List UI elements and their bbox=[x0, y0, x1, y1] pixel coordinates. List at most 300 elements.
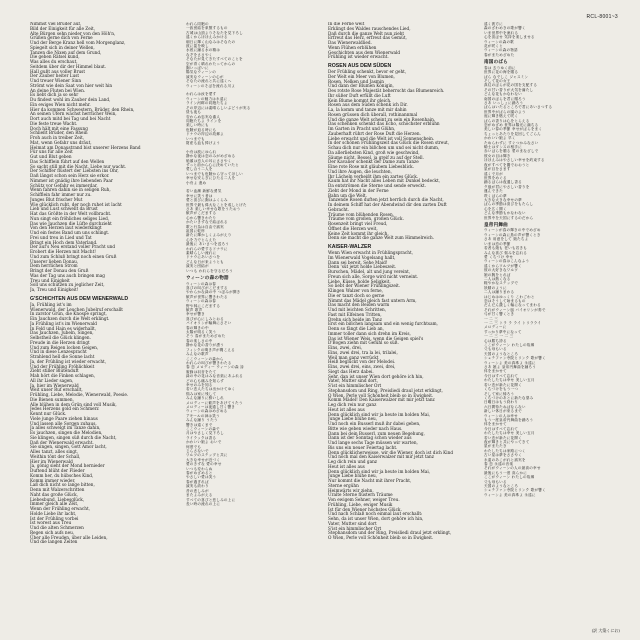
lyric-line: Von ewigem Sehner, weiger Treu. bbox=[328, 497, 400, 502]
lyric-line: Liebe, Küsse, holde Seligkeit, bbox=[328, 278, 391, 284]
lyric-line: Strömt wie dein Saat von hier weit hin bbox=[30, 82, 113, 88]
lyric-line: どの心も痛みを知らず bbox=[186, 378, 224, 383]
lyric-line: 静かな花の香りが漂う bbox=[186, 343, 224, 348]
lyric-line: 春の楽しさの中 bbox=[186, 338, 213, 343]
lyric-line: 歓声がこだまする bbox=[186, 211, 217, 216]
lyric-line: 騎士はダンスの相手に bbox=[484, 145, 522, 150]
lyric-line: その岸辺には素晴らしいぶどうが実る bbox=[186, 105, 251, 110]
lyric-line: Mat, wenn Gefahr uns dräut, bbox=[30, 139, 92, 145]
lyric-line: 最後に あいさつを送ろう bbox=[186, 242, 230, 247]
lyric-line: Frühling, Liebe, Melodie, Wienerwald, Poesie. bbox=[30, 392, 129, 397]
lyric-line: Nimmst viel Brüder auf, bbox=[30, 22, 82, 26]
lyric-line: 古い星は夢をささやく bbox=[484, 453, 522, 458]
lyric-line: わたしたちは幸せ 美しい五月 bbox=[484, 431, 535, 436]
translation-block-roses bbox=[484, 66, 620, 220]
lyric-line: みんな踊りに酔いしれ bbox=[186, 396, 224, 401]
lyric-line: Nimmer ist gnädig ihre liebenden Paar bbox=[30, 177, 113, 183]
lyric-line: 星が目をさます bbox=[484, 167, 511, 172]
lyric-line: 水底に踊る水の精は bbox=[186, 48, 221, 53]
lyric-line: いつも変わらぬ bbox=[186, 466, 213, 471]
lyric-line: Eins, zwei drei, tra la lei, trilalei, bbox=[328, 349, 398, 355]
lyric-line: Und noch ein Busserl muß ihr dabei geben, bbox=[328, 421, 421, 426]
section-heading: G'SCHICHTEN AUS DEM WIENERWALD bbox=[30, 295, 129, 302]
lyric-line: そなたの流れと共に遠くへ bbox=[186, 79, 232, 84]
lyric-line: 父も母もいる bbox=[484, 347, 507, 352]
lyric-line: 緑の中の花はみな音楽にあふれる bbox=[186, 374, 243, 379]
lyric-line: So liebt der Wiener Frühlingszeit. bbox=[328, 283, 401, 289]
lyric-line: 美しい春の季節 幸せがばらをまく bbox=[484, 127, 543, 132]
lyric-line: Kaum hat ihr Nacht alles Leben mit Dunkel bedeckt, bbox=[328, 178, 440, 184]
lyric-line: 素晴らしい流れに bbox=[186, 251, 217, 256]
lyric-line: 星がまたたき bbox=[484, 444, 507, 449]
lyric-line: Und der Frühling Fröhlichkeit bbox=[30, 363, 95, 369]
lyric-line: 幸せが響き bbox=[186, 312, 205, 317]
lyric-line: ウィーンの森は春 bbox=[186, 281, 217, 286]
section-heading: 南国のばら bbox=[484, 59, 508, 65]
lyric-line: Nimmt das Mädel gleich fast untern Arm, bbox=[328, 297, 417, 303]
lyric-line: O Wien, Perle voll Schönheit bleib so in Ewigkeit. bbox=[328, 392, 434, 398]
lyric-line: 世界中を天国にするのだから bbox=[484, 215, 534, 220]
lyric-line: 恋はそうして始まるもの bbox=[484, 298, 526, 303]
lyric-line: 空が青く晴れわたってからの bbox=[186, 61, 236, 66]
lyric-line: さあ 娘よ 皇帝円舞曲を踊ろう bbox=[484, 365, 537, 370]
lyric-line: 船頭は恋人の耳にささやく bbox=[186, 158, 232, 163]
lyric-line: どんな日が来ようとも bbox=[186, 259, 224, 264]
lyric-line: Was der Tag uns auch bringen mag bbox=[30, 272, 105, 278]
lyric-line: みんな踊り うたう bbox=[186, 418, 218, 423]
lyric-line: Säume nicht, Bessel, ja greif zu auf der Stell. bbox=[328, 154, 424, 160]
lyric-line: Ja, Frühling ist's im bbox=[30, 301, 72, 307]
lyric-line: 古城は山頂よりそなたを見下ろし bbox=[186, 30, 243, 35]
lyric-line: Kennt nur Glück. bbox=[30, 411, 67, 416]
lyric-line: ウィーンの春はこんなふう bbox=[484, 259, 530, 264]
lyric-line: Immer toller dann sich drehn im Kreis, bbox=[328, 330, 411, 336]
lyric-line: Das ist Wiener Weis, wenn die Geigen spiel's bbox=[328, 335, 424, 341]
section-heading: KAISER-WALZER bbox=[328, 244, 372, 250]
lyric-line: Alte Bürgen sehn nieder von den Höh'n, bbox=[30, 30, 116, 36]
lyric-line: Komm immer wieder, bbox=[30, 477, 76, 483]
lyric-line: Träume vom blühenden Rosen, bbox=[328, 211, 395, 217]
lyric-line: Drehn sich beide im Tanz bbox=[328, 316, 382, 322]
lyric-line: Und die alten Schmerzen bbox=[30, 525, 84, 530]
translation-block-vienna-woods-end bbox=[484, 22, 620, 57]
lyric-line: Froh auch in treiber Zeit, bbox=[30, 135, 85, 140]
lyric-line: Im Garten in Pracht und Glühn, bbox=[328, 126, 396, 131]
lyric-line: Und treuer Wiener Sinn bbox=[30, 78, 82, 83]
lyric-line: Ja, hier im Wienerwald bbox=[30, 382, 79, 388]
lyric-line: ウィーンの森の物語 bbox=[484, 48, 518, 53]
lyric-line: Ist der Frühling vorbei bbox=[30, 515, 79, 521]
lyric-line: 野や林にこだまする bbox=[186, 303, 221, 308]
lyric-line: 日曜日はもう終わり bbox=[484, 400, 519, 405]
lyric-line: 踊るばらは夜通し香る bbox=[484, 180, 522, 185]
lyric-line: Und dann der Blumen Königin, bbox=[328, 83, 394, 89]
lyric-line: Dann ist der Sonntag schon wieder aus bbox=[328, 435, 412, 441]
lyric-line: 静かな夜は恋のみがめざめる bbox=[186, 154, 236, 159]
lyric-line: 誠実も終わり bbox=[186, 484, 209, 489]
lyric-line: 恋がめざめ 世界は陽光に満ちる bbox=[484, 123, 539, 128]
lyric-line: 夜が輝きと共にやってきて bbox=[484, 439, 530, 444]
lyric-line: 妖精のように bbox=[484, 285, 507, 290]
lyric-line: メロディーに歓声をあげてうたう bbox=[186, 400, 243, 405]
lyric-line: Erklingt des Waldes rauschendes Lied, bbox=[328, 25, 411, 31]
lyric-line: 波に姿を映し bbox=[186, 44, 209, 49]
lyric-line: Siegt das Herz dabei. bbox=[328, 368, 374, 374]
lyric-line: 歓声 歌声 bbox=[186, 308, 203, 313]
lyric-line: Sehr, dan ist unser Wien dort gehöre ich hin, bbox=[328, 373, 424, 379]
lyric-line: われらの愛するドナウに bbox=[186, 246, 228, 251]
lyric-line: Soll uns schützen zu jeglicher Zeit, bbox=[30, 282, 105, 288]
lyric-line: 大きな大きな幸せの夢 bbox=[484, 197, 522, 202]
lyric-line: Schau dich nur ein bißchen um und sei nicht dumm, bbox=[328, 145, 440, 150]
lyric-line: D'Bogen ziehn mit Gefühl so süß. bbox=[328, 340, 399, 346]
lyric-line: ばらの香りは心をとらえる bbox=[484, 118, 530, 123]
lyric-line: Und noch mal den Kaiserwalzer mit mir jetzt tanz bbox=[328, 454, 434, 460]
lyric-line: なぞをささやく bbox=[186, 52, 213, 57]
lyric-line: 春がまためざめた bbox=[484, 52, 515, 57]
lyric-line: Bis uns ein neuer Feiertag lacht. bbox=[328, 444, 398, 450]
lyric-line: Treu und Einigkeit bbox=[30, 277, 70, 283]
lyric-line: Klingen Walzer von ferne, bbox=[328, 288, 383, 293]
lyric-line: ウィーンの人は幸せ bbox=[484, 413, 518, 418]
lyric-line: Träume vom großen, großen Glück. bbox=[328, 216, 404, 222]
lyric-line: 同胞たちよ ラインを bbox=[186, 118, 222, 123]
lyric-line: Selbstheil die Glück klingen. bbox=[30, 335, 91, 340]
lyrics-block-roses bbox=[328, 70, 476, 241]
lyric-line: 彼の大好きなワルツ bbox=[484, 268, 519, 273]
lyric-line: Bringt ein Hoch dem Vaterland. bbox=[30, 239, 98, 245]
lyric-line: 南国のばらを君に贈ろう bbox=[484, 96, 526, 101]
lyric-line: 歌と行為は自由で誠実 bbox=[186, 224, 224, 229]
lyric-line: Eins, zwei drei, eins, zwei, drei, bbox=[328, 364, 396, 369]
lyric-line: Hier im Wienerwald bbox=[30, 458, 73, 464]
lyric-line: 弓が甘く響くとき bbox=[484, 312, 515, 317]
section-heading: ROSEN AUS DEM SÜDEN bbox=[328, 63, 392, 69]
lyric-line: Freun sich alle, Sorge wird nicht verneint. bbox=[328, 273, 419, 279]
lyric-line: ドナウにあいさつを bbox=[186, 255, 221, 260]
lyric-line: Im Wienerwald Vogelsang hallt, bbox=[328, 254, 396, 260]
lyric-line: 危険が迫る時にも bbox=[186, 127, 217, 132]
lyric-line: Bringt der Donau den Gruß bbox=[30, 268, 89, 273]
lyric-line: 父も母もいる bbox=[484, 479, 507, 484]
lyric-line: Junge Liebe blühe neu, bbox=[328, 416, 378, 422]
lyric-line: バイオリンが輪舞にさそい bbox=[186, 321, 232, 326]
lyric-line: Öffnet die Herzen weit, bbox=[328, 225, 378, 231]
lyric-line: Schifflein fahr immer nur zu. bbox=[30, 192, 92, 197]
lyric-line: Junge Liebe blühe neu, bbox=[328, 473, 378, 479]
lyric-line: Das schenken schenkt das Echo, schöchster erblühn bbox=[328, 121, 440, 127]
lyric-line: 春 恋 永遠の音楽 bbox=[484, 462, 514, 466]
lyrics-column-german-1 bbox=[30, 22, 182, 634]
translator-credit: (訳 大築くにお) bbox=[591, 628, 620, 633]
lyric-line: 若い恋が新たに花開く bbox=[484, 435, 522, 440]
section-heading: ウィーンの森の物語 bbox=[186, 275, 229, 281]
lyric-line: Zieht stiller Blütenduft bbox=[30, 368, 79, 374]
lyric-line: 心を力でとらえた bbox=[186, 237, 217, 242]
lyric-line: Naht das große Glück, bbox=[30, 491, 78, 497]
lyric-line: In zarstor Grün, die Knospe springt, bbox=[30, 311, 107, 317]
lyric-line: Freude in die Herzen dringt bbox=[30, 339, 90, 345]
lyric-line: In der schönen Frühlingszeit das Glück die Rosen streut, bbox=[328, 140, 450, 146]
lyric-line: はじめはゆっくり こわごわと bbox=[484, 294, 535, 299]
lyric-line: 二人は踊りまわる bbox=[484, 290, 515, 295]
lyric-line: ウィーンの森は春 bbox=[186, 299, 217, 304]
lyric-line: じらさないで bbox=[186, 449, 209, 454]
lyric-line: Ja, gönig sieht der Mond hernieder bbox=[30, 463, 105, 469]
lyrics-column-japanese-2 bbox=[484, 22, 620, 628]
lyric-line: 小舟よ 進め bbox=[186, 180, 207, 185]
lyric-line: 赤いばらを贈る 愛のまなざしで bbox=[484, 149, 539, 154]
lyric-line: Eine rote Rose mit gläubem Liebesblick. bbox=[328, 164, 415, 169]
lyric-line: すっかり夢中になって bbox=[484, 329, 522, 334]
lyric-line: 森のざわめきの歌が響く bbox=[484, 26, 526, 31]
lyric-line: Rosen, Nelken und Jasmin bbox=[328, 78, 384, 84]
lyric-line: 愛し合う二人を bbox=[186, 167, 213, 172]
lyric-line: Liebe erwacht und die Welt ist voll Sonnenschein. bbox=[328, 135, 435, 141]
lyric-line: In die Ferne weit bbox=[328, 22, 365, 26]
lyric-line: Rosen grüssen dich überall, rothinannmal bbox=[328, 111, 418, 117]
lyric-line: わたしたちは家路につく bbox=[484, 448, 526, 453]
lyric-line: Das Schifflein führt auf den Wellen bbox=[30, 158, 105, 164]
lyric-line: それがウィーン風 バイオリンが奏で bbox=[484, 307, 546, 312]
lyric-line: アモールの神は笑う bbox=[186, 413, 220, 418]
lyric-line: みんなの歌声 bbox=[186, 352, 209, 357]
lyric-line: ちょっとあたりを見回してごらん bbox=[484, 131, 541, 136]
lyric-line: Das wie Jauchzen die Lüfte durchzieht bbox=[30, 220, 112, 226]
lyric-line: 喜びの叫びがこだまする bbox=[186, 286, 228, 291]
lyric-line: Leg dich rein und ganz bbox=[328, 459, 377, 464]
lyric-line: Tanzende Rosen duften jetzt herrlich durch die Nacht, bbox=[328, 197, 444, 203]
lyric-line: Und die langen Zeiten bbox=[30, 539, 78, 545]
lyric-line: われらの叫びが響きわたる bbox=[186, 360, 232, 365]
lyric-line: Spiegelt sich in deiner Wellen, bbox=[30, 44, 95, 50]
lyric-line: Bitte wie geben wieder nach Haus. bbox=[328, 425, 403, 431]
lyric-line: 遠くからワルツが響く bbox=[484, 263, 522, 268]
lyric-line: Heut ist alles aus bbox=[328, 406, 365, 412]
lyric-line: そして花の女王 bbox=[484, 78, 511, 83]
lyric-line: ここウィーンの森で bbox=[186, 427, 220, 432]
lyric-line: 昔の悲しみが bbox=[186, 488, 209, 493]
lyric-line: An deine Fluten bei Wien. bbox=[30, 87, 86, 93]
lyric-line: Grüßen gerne dich von Ferne bbox=[30, 35, 93, 41]
lyric-line: 咲くばらの夢 bbox=[484, 193, 507, 198]
lyric-line: Und die ganze Welt scheint zu sein ein Rosenhain. bbox=[328, 116, 436, 122]
lyric-line: ウィーンの森はめざめる bbox=[186, 409, 228, 414]
lyric-line: Hall gußt aus voller Brust bbox=[30, 68, 86, 74]
lyric-line: さあ 楽しい幸せな歌をうたおう bbox=[186, 207, 241, 212]
lyric-line: 財産も血も捧げよう bbox=[186, 140, 221, 145]
lyric-line: ここがウィーン わたしの故郷 bbox=[484, 475, 535, 480]
lyric-line: Holde Liebe ihr lacht, bbox=[30, 510, 77, 516]
lyric-line: 心から響きわたり bbox=[186, 215, 217, 220]
lyric-line: Ist worest aus Treu bbox=[30, 520, 72, 526]
lyric-line: Denn sie macht die ganze Welt zum Himmelreich. bbox=[328, 235, 435, 241]
lyric-line: 心を広く開く bbox=[484, 206, 507, 211]
lyric-line: 天国のようなところ bbox=[484, 351, 519, 356]
lyric-line: 夜がすべてを闇でおおうと bbox=[484, 162, 530, 167]
lyric-line: ウィーンが春の輝きの中でめざめ bbox=[484, 228, 541, 233]
lyric-line: Der Welt ein Meer von Blumen, bbox=[328, 73, 395, 79]
lyric-line: Jedes Herzens gold ein Schmerz bbox=[30, 406, 99, 412]
lyric-line: Und nach Schlaß noch einmal laut erschallt: bbox=[328, 511, 423, 517]
lyric-line: 永遠のあこがれと誠実を bbox=[484, 457, 526, 462]
lyric-line: Das Wienerwaldlied. bbox=[328, 40, 372, 45]
lyric-line: Denn glücklich sind wir ja heute im holden Mai, bbox=[328, 468, 430, 474]
lyric-line: Burschen, Mädel, alt und jung vereint, bbox=[328, 269, 411, 274]
lyric-line: 春が過ぎれば bbox=[186, 479, 209, 484]
lyric-line: La, la komm und tanze mit mir dahin bbox=[328, 107, 407, 112]
lyric-line: ほほえみはやさしい幸せを約束する bbox=[484, 158, 545, 163]
lyric-line: 変わらぬ忠実な番人 bbox=[186, 114, 221, 119]
lyric-line: 春 恋 メロディー ウィーンの森 詩 bbox=[186, 365, 244, 370]
lyric-line: O Wien, Perle voll Schönheit bleib so in Ewigkeit. bbox=[328, 535, 434, 540]
lyric-line: 小舟は波にゆられ bbox=[186, 149, 217, 154]
lyric-line: 悩みは家に残して bbox=[186, 391, 217, 396]
lyric-line: Der auf's Neu erstand voller Pracht und bbox=[30, 244, 116, 250]
lyric-line: Zauberhaft rührt der Rose Duft die Herzen. bbox=[328, 130, 421, 136]
lyric-line: 若い恋が新たに花開く bbox=[484, 382, 522, 387]
lyric-line: 何度でも bbox=[186, 444, 202, 449]
lyric-line: ライン河畔の同胞たちよ bbox=[186, 101, 228, 106]
catalog-number: RCL-8001~3 bbox=[586, 14, 618, 20]
lyric-line: 長い時の流れの上に bbox=[186, 501, 221, 506]
lyrics-block-vienna-woods-end bbox=[328, 22, 476, 60]
lyric-line: Seitdem über dir der Himmel blaut. bbox=[30, 63, 107, 69]
lyric-line: 蜜蜂は羽音をたて bbox=[186, 369, 217, 374]
lyric-line: Wenn fahren dahin sie in seligen Ruh, bbox=[30, 187, 111, 193]
lyric-line: Wie glücklich ruht, der noch ruhet ist lacht bbox=[30, 201, 122, 207]
lyric-line: 花が咲くと bbox=[484, 44, 503, 49]
lyric-line: くちづけのあとに新たな望み bbox=[484, 395, 534, 400]
lyric-line: Rosen aus dem Süden schenk ich Dir. bbox=[328, 102, 408, 108]
lyric-line: 今日はすべて忘れて bbox=[484, 373, 519, 378]
lyric-line: Uralte Sterne flüstern Träume bbox=[328, 492, 393, 498]
lyric-line: Dort auch mitd bei Tag und bei Nacht bbox=[30, 116, 111, 121]
lyric-line: Die geben Rätsel kund, bbox=[30, 54, 80, 60]
lyric-line: Ja alles schwelgt im Tanze dahin, bbox=[30, 425, 101, 431]
lyric-line: Vater, Mutter sind dort, bbox=[328, 378, 379, 384]
lyric-line: Sie klingen, singen süß durch die Nacht, bbox=[30, 434, 117, 440]
lyric-line: Erobert die Herzen mit Macht! bbox=[30, 249, 96, 254]
lyric-line: Es jauchzen, singen die Melodien, bbox=[30, 430, 103, 435]
lyric-line: Dann sei bereit, Sehe Maid! bbox=[328, 259, 388, 265]
lyric-line: Ihr süßer Duft erfüllt die Luft bbox=[328, 92, 391, 98]
lyric-line: ライラックは香る bbox=[186, 435, 217, 440]
lyric-line: Komm Mädel! Den Kaiserwalzer mit mir jetzt tanz bbox=[328, 397, 435, 403]
lyric-line: Ja, Treu und Einigkeit! bbox=[30, 287, 79, 292]
lyric-line: Ein ewiges Wien nicht mehr. bbox=[30, 101, 91, 107]
lyric-line: Der Schiffer flüstert der Liebsten ins Ohr, bbox=[30, 168, 119, 174]
lyric-line: Was alles du erschaut, bbox=[30, 59, 78, 64]
lyric-line: In Feld und Hain es widerhallt, bbox=[30, 325, 97, 331]
lyric-line: Bahn um die Welt. bbox=[328, 192, 367, 198]
lyric-line: ばらの季節は喜びをもたらし bbox=[484, 202, 534, 207]
lyric-line: 愛 くちづけ 幸せ bbox=[484, 254, 514, 259]
lyric-line: だんだん激しく輪になってまわる bbox=[484, 303, 541, 308]
lyric-line: 心を喜ばせ 気持を楽しませる bbox=[484, 35, 535, 40]
lyric-line: 若者も娘も 老いも若きも bbox=[484, 246, 528, 251]
lyric-line: Sterne ergühn bbox=[328, 482, 359, 488]
lyric-line: ここウィーンの森から bbox=[186, 356, 224, 361]
lyric-line: 春がめざめると bbox=[186, 471, 213, 476]
lyric-line: Viele junge Paare ziehen hinaus bbox=[30, 415, 98, 421]
lyric-line: ワルツのステップと共に bbox=[186, 453, 228, 458]
lyric-line: Weil man ganz verrückt bbox=[328, 354, 379, 360]
lyric-line: Wenn Wien erwacht in Frühlingspracht, bbox=[328, 250, 413, 255]
lyric-line: 今日はすべて忘れて bbox=[484, 426, 519, 431]
lyric-line: 喜びが心にしみとおる bbox=[186, 316, 224, 321]
lyric-line: S'ist ein himmlischer Ort bbox=[328, 525, 382, 531]
lyric-line: Eins, zwei, drei, bbox=[328, 345, 363, 350]
lyric-line: ばら なでしこ ジャスミン bbox=[484, 74, 529, 79]
lyric-line: われら同胞の bbox=[186, 22, 209, 26]
lyric-line: 軽やかなステップで bbox=[484, 281, 519, 286]
lyric-line: みんな喜び 悩みを忘れる bbox=[484, 250, 528, 255]
lyric-line: Die feste treue Wacht. bbox=[30, 120, 78, 126]
lyric-line: Alle blühen in dem Grün sind voll Musik, bbox=[30, 401, 117, 407]
lyric-line: Nur kommt die Nacht mit ihrer Pracht, bbox=[328, 478, 412, 483]
lyric-line: Tanzen die Nixen auf dem Grund, bbox=[30, 49, 102, 55]
lyric-line: かわいい娘よ おいで bbox=[186, 440, 222, 445]
lyric-line: やさしい愛は笑う bbox=[186, 475, 217, 480]
lyric-line: Regen sich aufs neu, bbox=[30, 529, 75, 535]
lyric-line: Geschichten aus dem Wienerwald bbox=[328, 49, 401, 55]
lyric-line: 遠くで月が bbox=[484, 171, 503, 176]
lyric-line: 一 二 三 トラ ラ ライ トリラライ bbox=[484, 321, 542, 325]
lyric-line: 真紅のばらが花の国を支配する bbox=[484, 83, 538, 88]
lyric-line: Weit unser Ruf erschallt, bbox=[30, 387, 83, 393]
lyric-line: Frühling, Liebe, ewiger Musik bbox=[328, 501, 393, 507]
lyric-line: メロディーに bbox=[484, 325, 507, 330]
lyric-line: ウィーンのそばを流れる川よ bbox=[186, 83, 236, 88]
lyric-line: Und der Berge Kranz hell vom Morgenglanz, bbox=[30, 40, 126, 45]
lyrics-block-emperor-waltz bbox=[328, 251, 476, 541]
lyric-line: Leg dich rein nur ganz bbox=[328, 402, 377, 407]
lyric-line: Duftend blüht der Flieder bbox=[30, 468, 85, 473]
lyric-line: 誠実と団結が bbox=[186, 264, 209, 269]
lyric-line: 体をまかせて bbox=[484, 422, 507, 427]
lyric-line: Und mit leichten Schritten, bbox=[328, 307, 387, 312]
lyric-line: いま世界中を流れる bbox=[484, 30, 519, 35]
lyric-line: Hat das Größte in der Welt vollbracht. bbox=[30, 211, 112, 216]
lyric-line: Denn so fängt die Lieb an, bbox=[328, 326, 384, 331]
lyric-line: かわいい娘よ 早く bbox=[484, 136, 516, 141]
lyric-line: ずっと前から心に決めていたと bbox=[186, 162, 239, 167]
lyric-line: いつまでも危険から守ってほしい bbox=[186, 171, 243, 176]
lyric-line: Junges Blut frischer Mut bbox=[30, 196, 83, 202]
lyric-line: Über alle Freuden, über alle Leiden, bbox=[30, 534, 108, 540]
lyric-line: Immer gleich alle Zeit, bbox=[30, 501, 79, 507]
translation-block-emperor-waltz bbox=[484, 228, 620, 497]
lyric-line: シュテファン寺院とリンク 歌が響く bbox=[484, 488, 546, 493]
lyric-line: 彼女の目は輝き bbox=[484, 153, 511, 158]
lyric-line: 誠実なウィーンの心が bbox=[186, 74, 224, 79]
lyric-line: Und zum Reigen locken Geigen, bbox=[30, 344, 99, 350]
lyric-line: 愛のきずな 愛の幸せ bbox=[186, 462, 222, 467]
lyric-line: 庭に輝き燃えて咲く bbox=[484, 114, 519, 119]
lyric-line: Bild der Einigkeit für alle Zeit, bbox=[30, 25, 96, 31]
lyric-line: Vater, Mutter sind dort bbox=[328, 520, 377, 526]
lyric-line: Und in diese Lenzespracht bbox=[30, 349, 87, 355]
lyric-line: もう一度皇帝円舞曲を踊ろう bbox=[484, 417, 534, 422]
lyric-line: 遠くからほほえみかける bbox=[186, 35, 228, 40]
lyric-line: Wenn der Frühling erwacht, bbox=[30, 506, 90, 511]
lyric-line: 若い血潮 新鮮な勇気 bbox=[186, 189, 222, 194]
lyric-line: Hier da kommen Schwestern, Brüder, den Rhein, bbox=[30, 106, 135, 112]
lyric-line: 響きは遠くまで bbox=[186, 422, 213, 427]
lyric-line: そなたが見てきたすべてのことを bbox=[186, 57, 243, 62]
lyric-line: Mah hört die Finken schlagen, bbox=[30, 373, 96, 378]
